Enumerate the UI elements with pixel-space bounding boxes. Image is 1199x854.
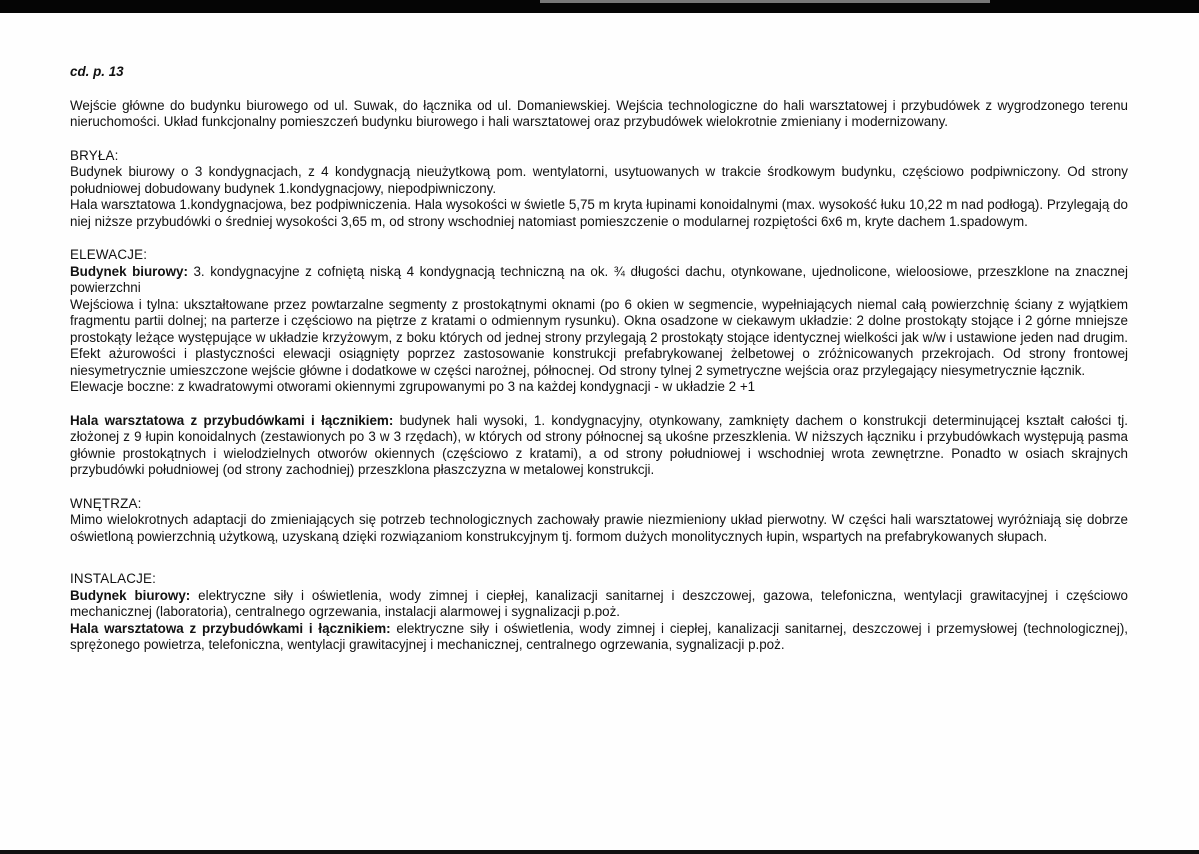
scan-bottom-border: [0, 850, 1199, 854]
elewacje-text-budynek: 3. kondygnacyjne z cofniętą niską 4 kondygnacją techniczną na ok. ¾ długości dachu, otynkowane, ujednolicone, wieloosiowe, przeszklone na znacznej powierzchni: [70, 263, 1128, 295]
elewacje-paragraph-4: [70, 413, 1128, 479]
scan-top-notch: [540, 0, 990, 3]
section-heading-wnetrza: WNĘTRZA:: [70, 495, 142, 511]
document-page: [70, 64, 1128, 654]
scan-top-border: [0, 0, 1199, 13]
wnetrza-paragraph-1: Mimo wielokrotnych adaptacji do zmieniających się potrzeb technologicznych zachowały prawie niezmieniony układ pierwotny. W części hali warsztatowej wyróżniają się dobrze oświetloną powierzchnią użytkową, uzyskaną dzięki rozwiązaniom konstrukcyjnym tj. formom dużych monolitycznych łupin, wspartych na prefabrykowanych słupach.: [70, 512, 1128, 544]
section-heading-instalacje: INSTALACJE:: [70, 571, 157, 586]
instalacje-label-hala: Hala warsztatowa z przybudówkami i łącznikiem:: [70, 620, 391, 636]
elewacje-label-hala: Hala warsztatowa z przybudówkami i łącznikiem:: [70, 412, 394, 428]
section-heading-bryla: BRYŁA:: [70, 147, 119, 163]
instalacje-label-budynek: Budynek biurowy:: [70, 587, 191, 603]
intro-paragraph: Wejście główne do budynku biurowego od ul. Suwak, do łącznika od ul. Domaniewskiej. Wejścia technologiczne do hali warsztatowej i przybudówek z wygrodzonego terenu nieruchomości. Układ funkcjonalny pomieszczeń budynku biurowego i hali warsztatowej oraz przybudówek wielokrotnie zmieniany i modernizowany.: [70, 97, 1128, 129]
bryla-paragraph-2: Hala warsztatowa 1.kondygnacjowa, bez podpiwniczenia. Hala wysokości w świetle 5,75 m kryta łupinami konoidalnymi (max. wysokość łuku 10,22 m nad podłogą). Przylegają do niej niższe przybudówki o średniej wysokości 3,65 m, od strony wschodniej natomiast pomieszczenie o modularnej rozpiętości 6x6 m, kryte dachem 1.spadowym.: [70, 197, 1128, 229]
elewacje-label-budynek: Budynek biurowy:: [70, 263, 188, 279]
instalacje-paragraph-1: [70, 588, 1128, 621]
bryla-paragraph-1: Budynek biurowy o 3 kondygnacjach, z 4 kondygnacją nieużytkową pom. wentylatorni, usytuowanych w trakcie środkowym budynku, częściowo podpiwniczony. Od strony południowej dobudowany budynek 1.kondygnacjowy, niepodpiwniczony.: [70, 164, 1128, 196]
instalacje-text-hala: elektryczne siły i oświetlenia, wody zimnej i ciepłej, kanalizacji sanitarnej, deszczowej i przemysłowej (technologicznej), sprężonego powietrza, telefoniczna, wentylacji grawitacyjnej i mechanicznej, centralnego ogrzewania, sygnalizacji p.poż.: [70, 620, 1128, 652]
elewacje-paragraph-3: Elewacje boczne: z kwadratowymi otworami okiennymi zgrupowanymi po 3 na każdej kondygnacji - w układzie 2 +1: [70, 379, 756, 394]
instalacje-text-budynek: elektryczne siły i oświetlenia, wody zimnej i ciepłej, kanalizacji sanitarnej i deszczowej, gazowa, telefoniczna, wentylacji grawitacyjnej i częściowo mechanicznej (laboratoria), centralnego ogrzewania, instalacji alarmowej i sygnalizacji p.poż.: [70, 587, 1128, 619]
page-reference: cd. p. 13: [70, 64, 124, 79]
elewacje-paragraph-1: [70, 264, 1128, 297]
section-heading-elewacje: ELEWACJE:: [70, 247, 148, 262]
elewacje-text-hala: budynek hali wysoki, 1. kondygnacyjny, otynkowany, zamknięty dachem o konstrukcji determinującej kształt całości tj. złożonej z 9 łupin konoidalnych (zestawionych po 3 w 3 rzędach), w których od strony północnej są ukośne przeszklenia. W niższych łączniku i przybudówkach występują pasma głównie prostokątnych i wielodzielnych otworów okiennych (częściowo z kratami), a od strony południowej i wschodniej wrota zewnętrzne. Ponadto w osiach skrajnych przybudówki południowej (od strony zachodniej) przeszklona płaszczyzna w metalowej konstrukcji.: [70, 412, 1128, 477]
instalacje-paragraph-2: [70, 621, 1128, 654]
elewacje-paragraph-2: Wejściowa i tylna: ukształtowane przez powtarzalne segmenty z prostokątnymi oknami (po 6 okien w segmencie, wypełniających niemal całą powierzchnię ściany z wyjątkiem fragmentu partii dolnej; na parterze i częściowo na piętrze z kratami o odmiennym rysunku). Okna osadzone w ciekawym układzie: 2 dolne prostokąty stojące i 2 górne mniejsze prostokąty leżące występujące w układzie krzyżowym, z boku których od jednej strony przylegają 2 prostokąty stojące identycznej wielkości jak w/w i ustawione jeden nad drugim. Efekt ażurowości i plastyczności elewacji osiągnięty poprzez zastosowanie konstrukcji prefabrykowanej żelbetowej o zróżnicowanych przekrojach. Od strony frontowej niesymetrycznie umieszczone wejście główne i dodatkowe w części narożnej, północnej. Od strony tylnej 2 symetryczne wejścia oraz przylegający niesymetrycznie łącznik.: [70, 296, 1128, 378]
